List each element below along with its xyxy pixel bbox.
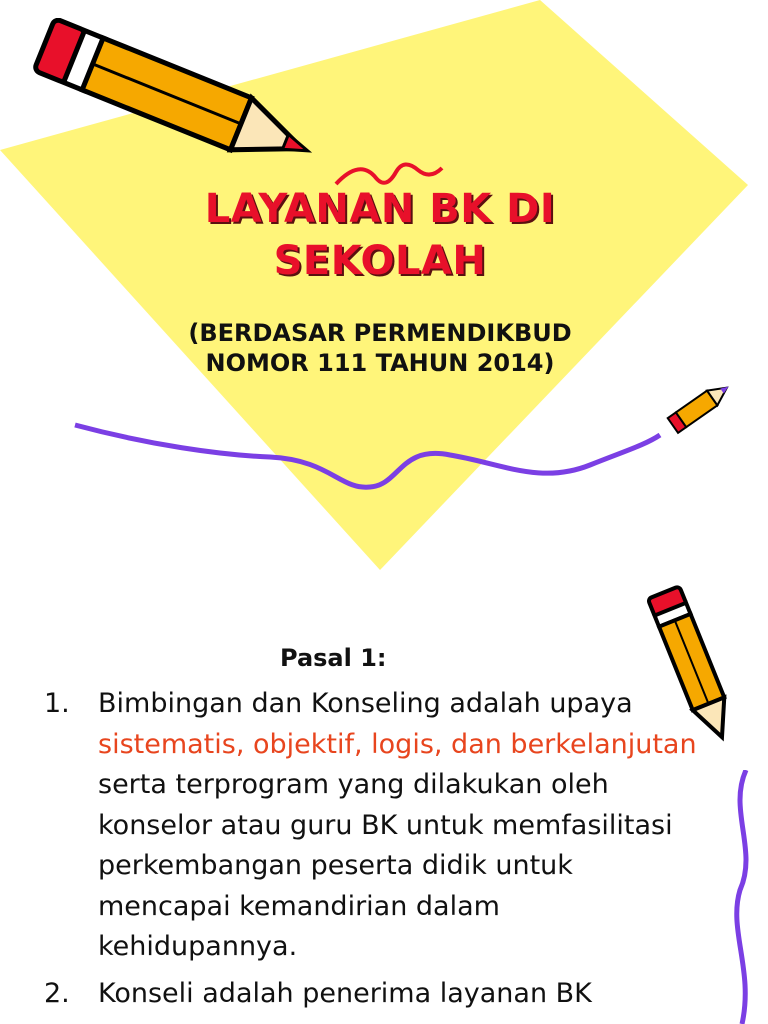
subtitle-line-2: NOMOR 111 TAHUN 2014) <box>205 349 555 377</box>
pasal-heading: Pasal 1: <box>280 644 387 672</box>
title-line-2: SEKOLAH <box>273 238 487 284</box>
title-line-1: LAYANAN BK DI <box>204 186 556 232</box>
vertical-squiggle-icon <box>718 770 768 1024</box>
squiggle-line-icon <box>70 405 670 505</box>
list-item <box>44 684 704 968</box>
item-text-before: Bimbingan dan Konseling adalah upaya <box>98 688 633 719</box>
content-slide <box>0 580 768 1024</box>
slide-subtitle <box>60 318 700 378</box>
item-text-after: serta terprogram yang dilakukan oleh konselor atau guru BK untuk memfasilitasi perkembangan peserta didik untuk mencapai kemandirian dalam kehidupannya. <box>98 769 673 962</box>
slide-title <box>80 183 680 287</box>
item-text: Konseli adalah penerima layanan BK <box>98 977 592 1009</box>
list-number: 1. <box>44 688 70 719</box>
list-item <box>44 974 704 1015</box>
small-pencil-icon <box>650 375 740 445</box>
large-pencil-icon <box>12 18 342 178</box>
item-highlight: sistematis, objektif, logis, dan berkelanjutan <box>98 728 697 760</box>
pasal-list <box>44 684 704 1020</box>
subtitle-line-1: (BERDASAR PERMENDIKBUD <box>188 319 572 347</box>
list-number: 2. <box>44 977 70 1009</box>
